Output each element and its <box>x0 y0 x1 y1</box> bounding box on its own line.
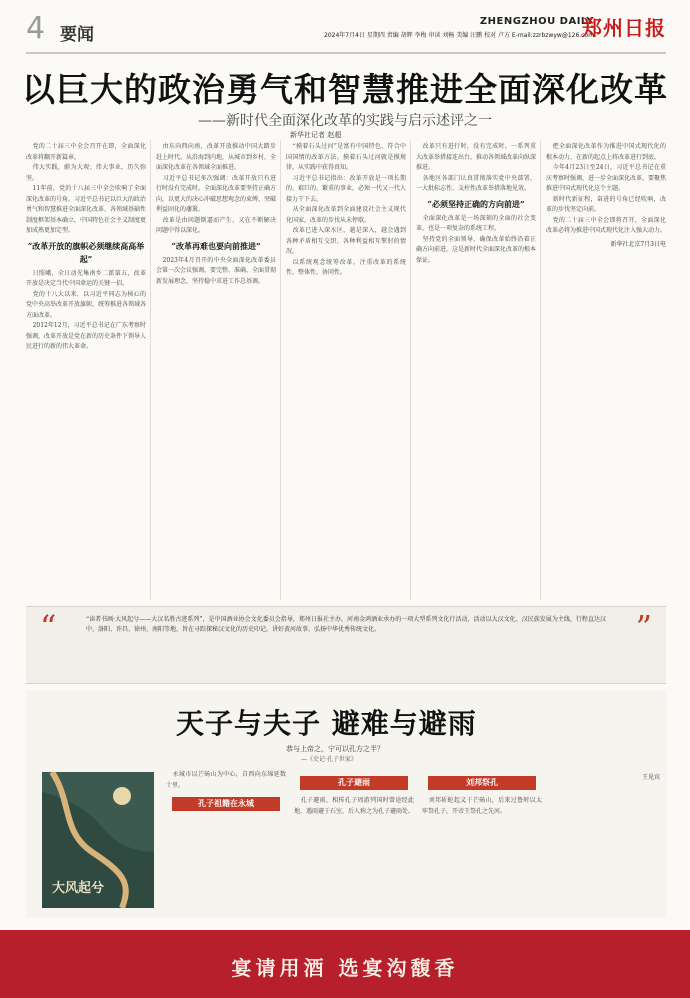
paragraph: 党的二十届三中全会即将召开，全面深化改革必将为推进中国式现代化注入强大动力。 <box>546 216 666 234</box>
feature-side-heading: 刘邦祭孔 <box>428 776 536 790</box>
feature-title: 天子与夫子 避难与避雨 <box>176 707 477 740</box>
newspaper-logo: 郑州日报 <box>582 16 666 40</box>
quote-text: “读者书画·大风起兮——大汉名胜古迹系列”，是中国酒业协会文化委员会指导，郑州日报社主办，河南金鸿酒业承办的一项大型系列文化行活动，活动以大汉文化、汉民族发展为主线，行程直达汉中、洛阳、许昌、徐州、南阳等地，旨在寻踪探秘汉文化的历史印记，讲好黄河故事，弘扬中华优秀传统文化。 <box>86 616 606 633</box>
feature-column-3 <box>422 770 542 910</box>
paragraph: 永城市以芒砀山为中心，自西向东绵延数十里。 <box>166 771 286 789</box>
paragraph: 11年前，党的十八届三中全会吹响了全面深化改革的号角。习近平总书记以巨大的政治勇气和智慧推进全面深化改革，各领域基础性制度框架基本确立，中国特色社会主义制度更加成熟更加定型。 <box>26 185 146 234</box>
feature-tagline: 恭与上帝之，宁可以孔方之半？ <box>286 745 384 753</box>
paragraph: 刘邦斩蛇起义于芒砀山，后来过鲁时以太牢祭孔子，开帝王祭孔之先河。 <box>422 797 542 815</box>
paper-name: ZHENGZHOU DAILY <box>479 16 594 27</box>
page-number: 4 <box>26 11 46 46</box>
paragraph: 党的十八大以来，以习近平同志为核心的党中央高举改革开放旗帜，统筹推进各领域各方面改革。 <box>26 290 146 319</box>
paragraph: 党的二十届三中全会召开在即，全面深化改革将翻开新篇章。 <box>26 143 146 161</box>
paragraph: 伟大实践，蔚为大观；伟大事业，历久弥坚。 <box>26 164 146 182</box>
paragraph: 全面深化改革是一场深刻的全面的社会变革，也是一项复杂的系统工程。 <box>416 214 536 232</box>
page-header <box>26 12 666 54</box>
article-credit: 新华社北京7月3日电 <box>610 240 666 248</box>
paragraph: 各地区各部门认真贯彻落实党中央部署，一大批标志性、支柱性改革举措落地见效。 <box>416 174 536 192</box>
close-quote-mark: ” <box>635 608 652 646</box>
article-column-5 <box>546 142 666 600</box>
feature-side-heading: 孔子避雨 <box>300 776 408 790</box>
date-line: 2024年7月4日 星期四 责编 胡辉 李梅 审读 刘畅 美编 汪鹏 校对 卢方 E-mail:zzrbzwyw@126.com <box>324 32 594 39</box>
section-title: 要闻 <box>60 25 94 45</box>
paragraph: 2023年4月召开的中央全面深化改革委员会第一次会议强调，要完整、准确、全面贯彻新发展理念，坚持稳中求进工作总基调。 <box>156 256 276 285</box>
ad-text: 宴请用酒 选宴沟馥香 <box>231 956 459 980</box>
article-column-4 <box>416 142 536 600</box>
feature-column-1 <box>166 770 286 910</box>
paragraph: 从全面深化改革到全面建设社会主义现代化国家，改革的步伐从未停歇。 <box>286 206 406 224</box>
paragraph: “摸着石头过河”是富有中国特色、符合中国国情的改革方法。摸着石头过河就是摸规律，从实践中获得真知。 <box>286 143 406 171</box>
article-subhead: ——新时代全面深化改革的实践与启示述评之一 <box>198 113 492 129</box>
feature-author: 王见宾 <box>641 774 660 781</box>
paragraph: 把全面深化改革作为推进中国式现代化的根本动力，在新的起点上将改革进行到底。 <box>546 143 666 161</box>
feature-column-2 <box>294 770 414 910</box>
column-subtitle: “改革再难也要向前推进” <box>171 240 261 251</box>
feature-image-caption: 大风起兮 <box>52 881 105 896</box>
open-quote-mark: “ <box>40 608 57 646</box>
column-subtitle: “必须坚持正确的方向前进” <box>427 198 525 209</box>
paragraph: 2012年12月，习近平总书记在广东考察时强调，改革开放是党在新的历史条件下领导人民进行的新的伟大革命。 <box>26 322 146 350</box>
feature-section <box>26 690 666 918</box>
paragraph: 习近平总书记指出：改革开放是一项长期的、艰巨的、繁重的事业，必须一代又一代人接力干下去。 <box>286 174 406 203</box>
ad-banner[interactable] <box>0 930 690 998</box>
article-column-2 <box>156 142 276 600</box>
paragraph: 今年4月23日至24日，习近平总书记在重庆考察时强调，进一步全面深化改革，要聚焦推进中国式现代化这个主题。 <box>546 164 666 192</box>
paragraph: 由东向西向南，改革开放推动中国大踏步赶上时代。从沿海到内地，从城市到乡村，全面深化改革在各领域全面推进。 <box>156 143 276 171</box>
article-byline: 新华社记者 赵超 <box>290 131 342 139</box>
paragraph: 日照峨，全日动光集南乡二派第五，改革开放是决定当代中国命运的关键一招。 <box>26 269 146 287</box>
paragraph: 习近平总书记多次强调：改革开放只有进行时没有完成时。全面深化改革要坚持正确方向，以更大的决心冲破思想观念的束缚，突破利益固化的藩篱。 <box>156 174 276 213</box>
paragraph: 改革已进入深水区，越是深入，越会遇到各种矛盾相互交织、各种利益相互掣肘的情况。 <box>286 227 406 255</box>
column-divider <box>410 140 411 600</box>
feature-illustration <box>42 772 154 908</box>
article-column-1 <box>26 142 146 600</box>
column-divider <box>280 140 281 600</box>
paragraph: 坚持党的全面领导，确保改革始终沿着正确方向前进，这是新时代全面深化改革的根本保证。 <box>416 235 536 264</box>
feature-source: —《史记·孔子世家》 <box>301 756 357 763</box>
feature-column-4 <box>550 770 660 910</box>
column-divider <box>150 140 151 600</box>
article-column-3 <box>286 142 406 600</box>
quote-block <box>26 606 666 684</box>
column-subtitle: “改革开放的旗帜必须继续高高举起” <box>27 240 145 264</box>
paragraph: 以系统观念统筹改革，注重改革的系统性、整体性、协同性。 <box>286 258 406 276</box>
column-divider <box>540 140 541 600</box>
paragraph: 新时代新征程，奋进的号角已经吹响，改革的步伐坚定向前。 <box>546 195 666 213</box>
paragraph: 孔子避雨，相传孔子周游列国时曾途经此地，遇雨避于石室，后人称之为孔子避雨处。 <box>294 797 414 815</box>
paragraph: 改革只有进行时，没有完成时。一系列重大改革举措接连出台，推动各领域改革向纵深推进。 <box>416 143 536 171</box>
paragraph: 改革是由问题倒逼而产生，又在不断解决问题中得以深化。 <box>156 216 276 234</box>
article-headline: 以巨大的政治勇气和智慧推进全面深化改革 <box>22 70 668 109</box>
feature-side-heading: 孔子祖籍在永城 <box>172 797 280 811</box>
